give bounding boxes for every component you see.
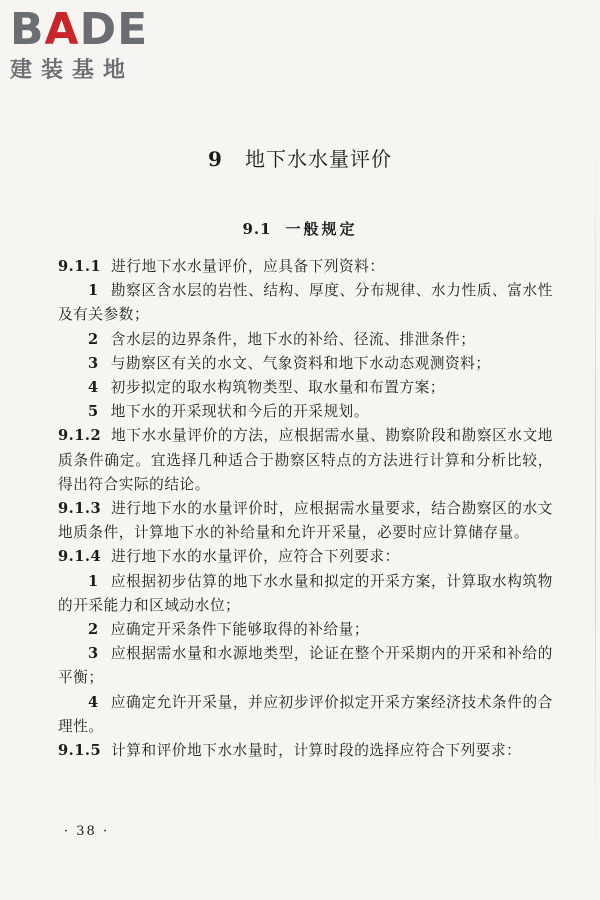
clause-number: 9.1.5 bbox=[58, 742, 102, 760]
clause-number: 9.1.3 bbox=[58, 500, 102, 518]
item-text: 应根据初步估算的地下水水量和拟定的开采方案，计算取水构筑物的开采能力和区域动水位； bbox=[58, 572, 553, 614]
bade-logo bbox=[10, 6, 180, 86]
item-number: 1 bbox=[88, 572, 99, 590]
item-text: 地下水的开采现状和今后的开采规划。 bbox=[110, 403, 370, 421]
document-body bbox=[58, 255, 553, 763]
clause-number: 9.1.2 bbox=[58, 427, 102, 445]
item-number: 2 bbox=[88, 621, 99, 639]
clause bbox=[58, 545, 553, 569]
clause-text: 进行地下水水量评价，应具备下列资料： bbox=[111, 258, 385, 275]
chapter-number: 9 bbox=[208, 147, 223, 171]
item-number: 5 bbox=[88, 403, 99, 421]
clause-text: 地下水水量评价的方法，应根据需水量、勘察阶段和勘察区水文地质条件确定。宜选择几种适合于勘察区特点的方法进行计算和分析比较，得出符合实际的结论。 bbox=[58, 427, 553, 493]
chapter-title bbox=[0, 143, 600, 172]
item-text: 应确定开采条件下能够取得的补给量； bbox=[110, 621, 370, 639]
clause bbox=[58, 497, 553, 545]
item-text: 初步拟定的取水构筑物类型、取水量和布置方案； bbox=[110, 379, 446, 397]
item-text: 应根据需水量和水源地类型，论证在整个开采期内的开采和补给的平衡； bbox=[58, 645, 553, 687]
item-number: 4 bbox=[88, 693, 99, 711]
section-title-text: 一般规定 bbox=[285, 220, 358, 238]
clause bbox=[58, 255, 553, 279]
section-title bbox=[0, 218, 600, 239]
clause-text: 计算和评价地下水水量时，计算时段的选择应符合下列要求： bbox=[111, 742, 522, 760]
item-number: 2 bbox=[88, 330, 99, 348]
clause-text: 进行地下水的水量评价时，应根据需水量要求，结合勘察区的水文地质条件，计算地下水的补给量和允许开采量，必要时应计算储存量。 bbox=[58, 500, 553, 542]
list-item bbox=[58, 352, 553, 376]
list-item bbox=[58, 376, 553, 400]
item-text: 应确定允许开采量，并应初步评价拟定开采方案经济技术条件的合理性。 bbox=[58, 693, 553, 735]
item-number: 3 bbox=[88, 354, 99, 372]
clause-text: 进行地下水的水量评价，应符合下列要求： bbox=[111, 548, 400, 566]
clause bbox=[58, 739, 553, 763]
list-item bbox=[58, 570, 553, 618]
list-item bbox=[58, 691, 553, 739]
list-item bbox=[58, 328, 553, 352]
clause-number: 9.1.4 bbox=[58, 548, 102, 566]
chapter-title-text: 地下水水量评价 bbox=[244, 147, 392, 171]
item-number: 4 bbox=[88, 379, 99, 397]
clause bbox=[58, 424, 553, 497]
list-item bbox=[58, 642, 553, 690]
list-item bbox=[58, 400, 553, 424]
section-number: 9.1 bbox=[242, 220, 272, 238]
logo-subtitle: 建装基地 bbox=[10, 58, 135, 83]
clause-number: 9.1.1 bbox=[58, 258, 102, 275]
item-text: 含水层的边界条件，地下水的补给、径流、排泄条件； bbox=[110, 330, 476, 348]
logo-wordmark: BADE bbox=[10, 4, 149, 55]
list-item bbox=[58, 618, 553, 642]
item-number: 1 bbox=[88, 282, 99, 300]
item-text: 与勘察区有关的水文、气象资料和地下水动态观测资料； bbox=[110, 354, 491, 372]
page-number: · 38 · bbox=[64, 824, 110, 839]
item-number: 3 bbox=[88, 645, 99, 663]
item-text: 勘察区含水层的岩性、结构、厚度、分布规律、水力性质、富水性及有关参数； bbox=[58, 282, 553, 324]
list-item bbox=[58, 279, 553, 327]
